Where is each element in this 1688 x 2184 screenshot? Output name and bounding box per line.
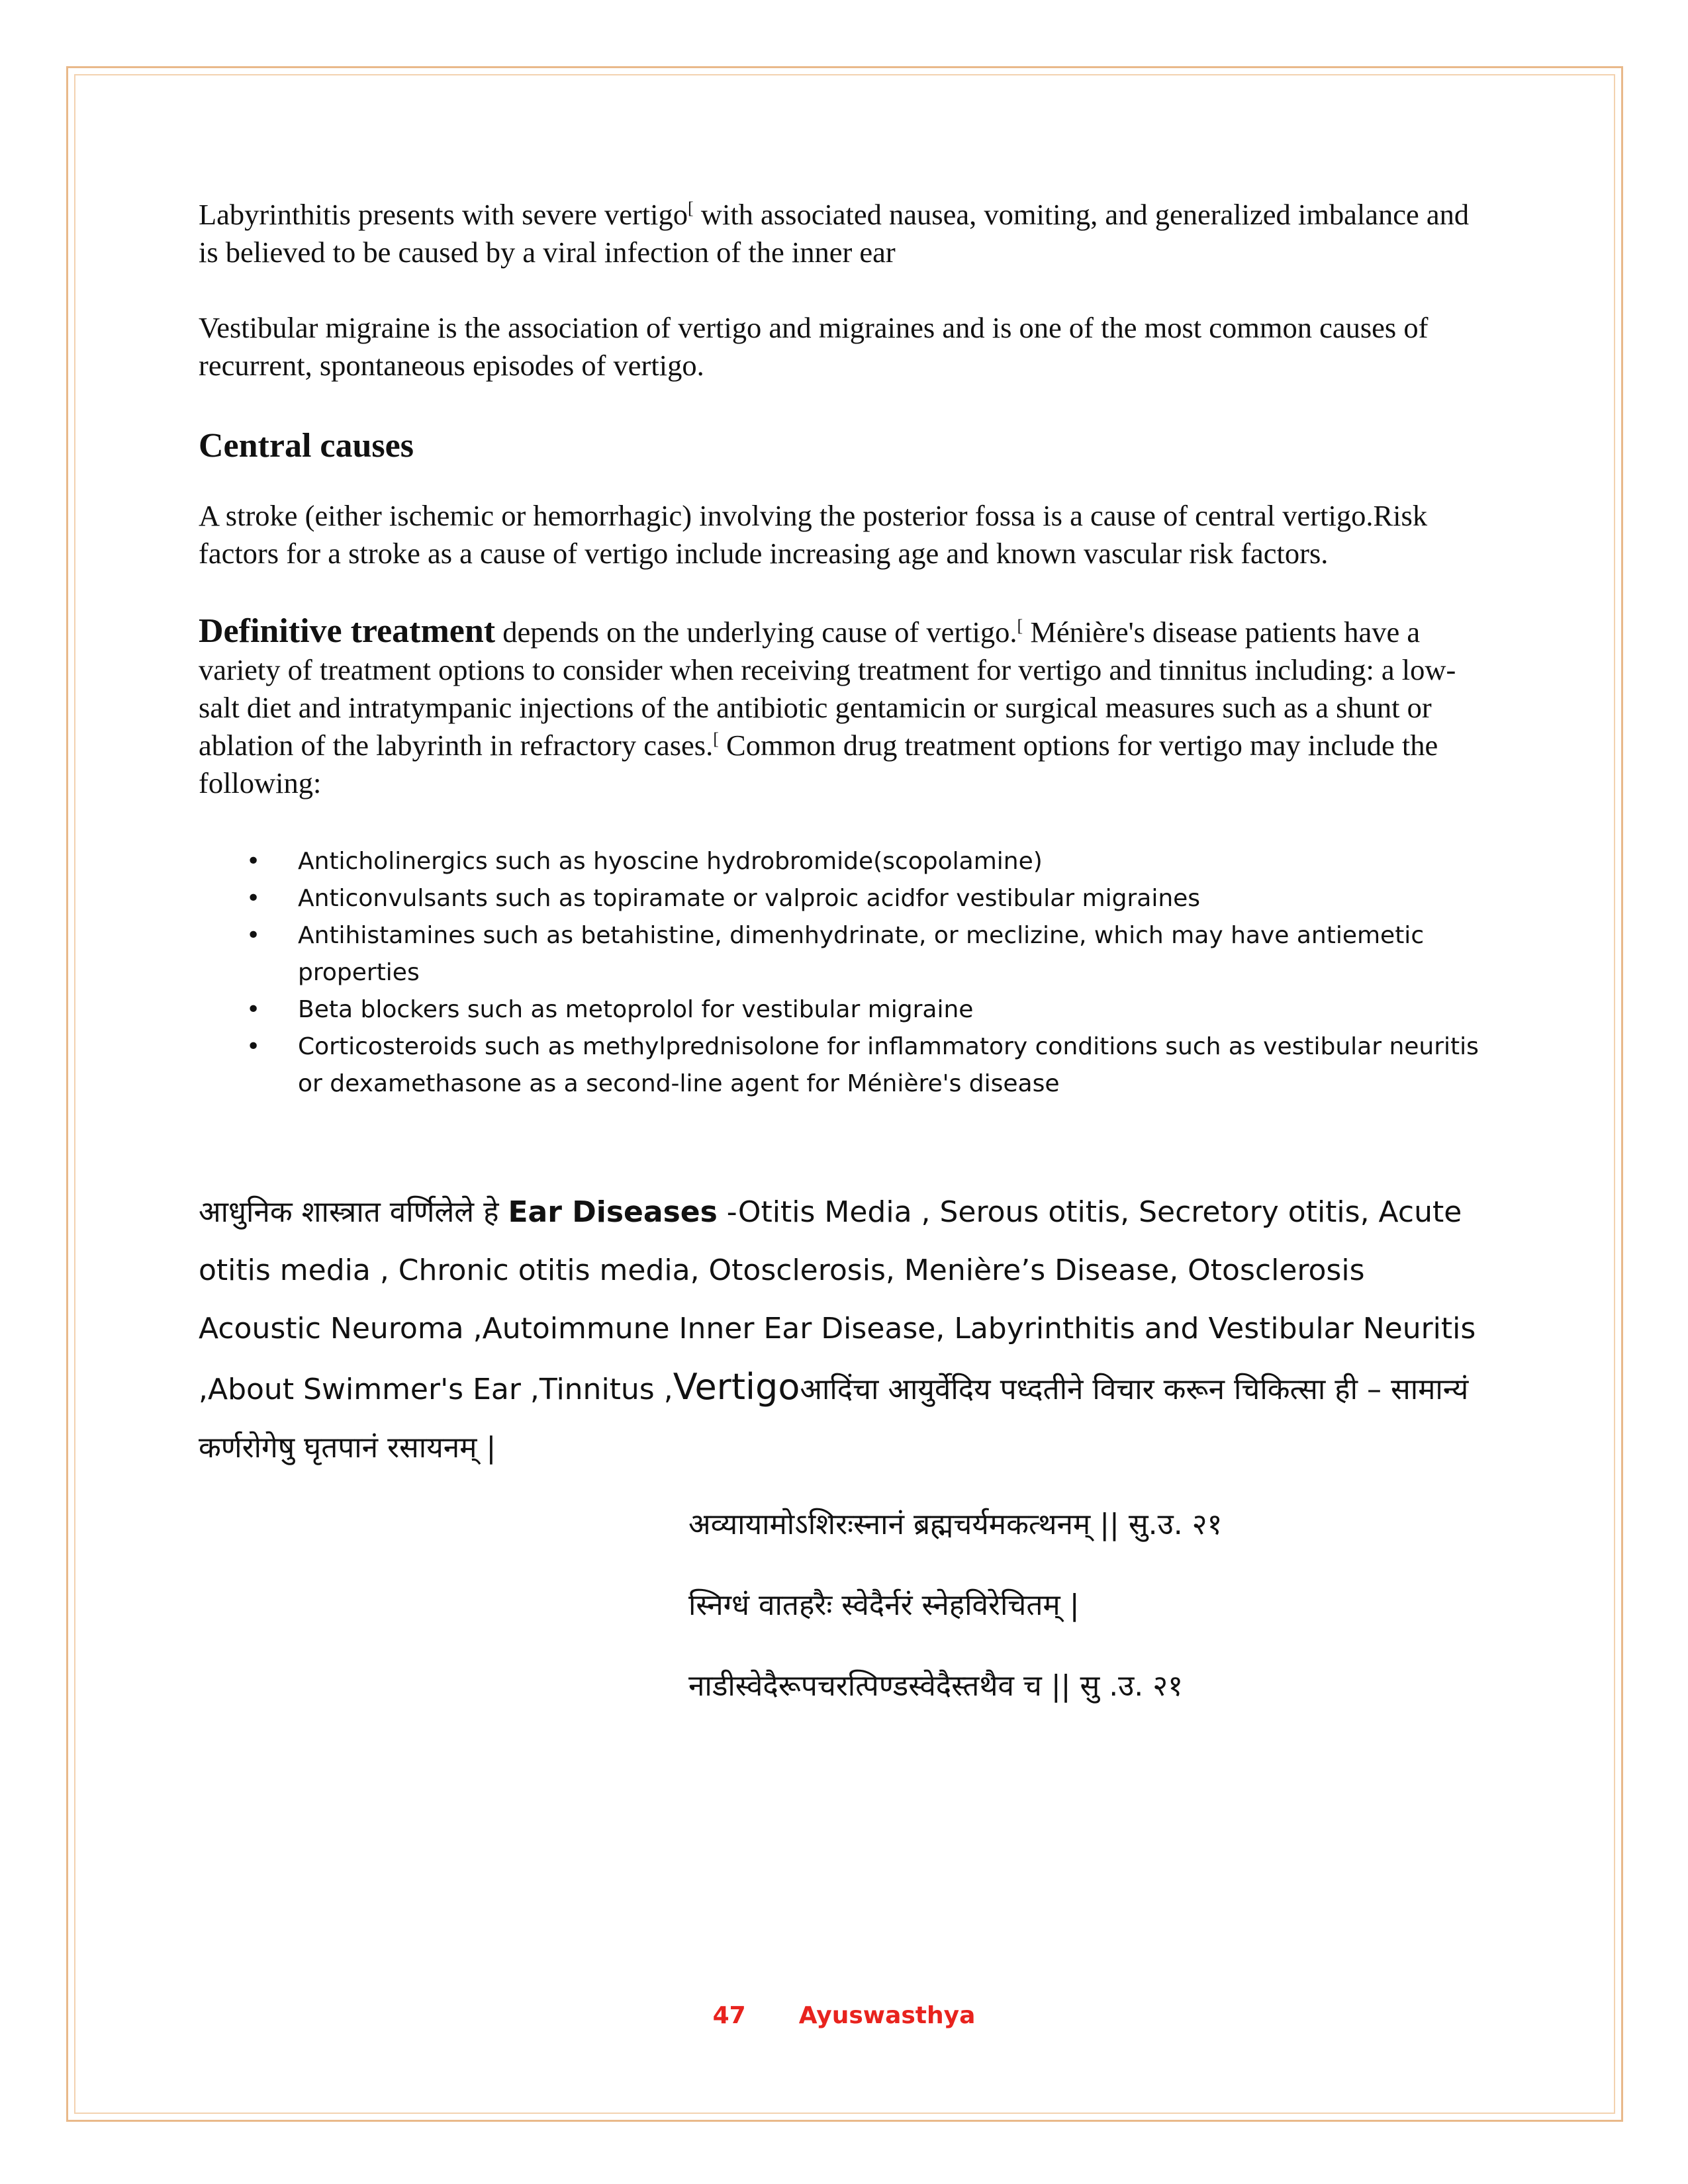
vestibular-migraine-paragraph: Vestibular migraine is the association of vertigo and migraines and is one of the most common causes of recurrent, spontaneous episodes of vertigo. (199, 311, 1429, 382)
bullet-icon: • (246, 996, 261, 1023)
ear-diseases-list-text: -Otitis Media , Serous otitis, Secretory otitis, Acute otitis media , Chronic otitis media, Otosclerosis, Menière’s Disease, Otosclerosis Acoustic Neuroma ,Autoimmune Inner Ear Disease, Labyrinthitis and Vestibular Neuritis ,About Swimmer's Ear ,Tinnitus , (199, 1195, 1476, 1406)
citation-marker: [ (713, 729, 719, 749)
vertigo-term: Vertigo (673, 1366, 800, 1408)
page-content (199, 196, 1489, 1706)
citation-marker: [ (1017, 616, 1023, 635)
labyrinthitis-paragraph (199, 196, 1489, 271)
definitive-text-c: Common drug treatment options for vertigo may include the following: (199, 729, 1438, 799)
page-number: 47 (712, 2002, 746, 2029)
marathi-ear-diseases-paragraph (199, 1183, 1496, 1477)
ear-diseases-label: Ear Diseases (508, 1195, 718, 1229)
bullet-icon: • (246, 1033, 261, 1060)
labyrinthitis-text: Labyrinthitis presents with severe vertigo (199, 198, 688, 231)
stroke-paragraph: A stroke (either ischemic or hemorrhagic) involving the posterior fossa is a cause of central vertigo.Risk factors for a stroke as a cause of vertigo include increasing age and known vascular risk factors. (199, 499, 1428, 570)
list-item (199, 1028, 1489, 1103)
list-item-text: Anticonvulsants such as topiramate or valproic acidfor vestibular migraines (298, 885, 1201, 912)
marathi-intro-text: आधुनिक शास्त्रात वर्णिलेले हे (199, 1195, 508, 1229)
bullet-icon: • (246, 848, 261, 875)
bullet-icon: • (246, 922, 261, 949)
list-item-text: Corticosteroids such as methylprednisolone for inflammatory conditions such as vestibular neuritis or dexamethasone as a second-line agent for Ménière's disease (298, 1033, 1479, 1097)
list-item-text: Anticholinergics such as hyoscine hydrobromide(scopolamine) (298, 848, 1043, 875)
sanskrit-verse-1: अव्यायामोऽशिरःस्नानं ब्रह्मचर्यमकत्थनम् || सु.उ. २१ (688, 1508, 1223, 1541)
definitive-treatment-heading: Definitive treatment (199, 612, 496, 650)
labyrinthitis-text-cont: with associated nausea, vomiting, and generalized imbalance and is believed to be caused by a viral infection of the inner ear (199, 198, 1470, 269)
list-item (199, 991, 1489, 1028)
list-item-text: Antihistamines such as betahistine, dimenhydrinate, or meclizine, which may have antiemetic properties (298, 922, 1425, 986)
citation-marker: [ (688, 199, 694, 218)
list-item-text: Beta blockers such as metoprolol for vestibular migraine (298, 996, 974, 1023)
list-item (199, 917, 1489, 991)
footer-title: Ayuswasthya (798, 2002, 976, 2029)
list-item (199, 843, 1489, 880)
bullet-icon: • (246, 885, 261, 912)
definitive-text-a: depends on the underlying cause of vertigo. (495, 615, 1017, 649)
definitive-text-b: Ménière's disease patients have a variety of treatment options to consider when receiving treatment for vertigo and tinnitus including: a low-salt diet and intratympanic injections of the antibiotic gentamicin or surgical measures such as a shunt or ablation of the labyrinth in refractory cases. (199, 615, 1456, 762)
marathi-rest-text: आदिंचा आयुर्वेदिय पध्दतीने विचार करून चिकित्सा ही – सामान्यं कर्णरोगेषु घृतपानं रसायनम् | (199, 1373, 1469, 1465)
definitive-treatment-paragraph (199, 612, 1489, 802)
sanskrit-verse-2: स्निग्धं वातहरैः स्वेदैर्नरं स्नेहविरेचितम् | (688, 1588, 1080, 1622)
sanskrit-verse-3: नाडीस्वेदैरूपचरत्पिण्डस्वेदैस्तथैव च || सु .उ. २१ (688, 1669, 1184, 1703)
list-item (199, 880, 1489, 917)
central-causes-heading: Central causes (199, 427, 414, 465)
drug-treatment-list (199, 843, 1489, 1103)
page-footer (0, 2002, 1688, 2029)
